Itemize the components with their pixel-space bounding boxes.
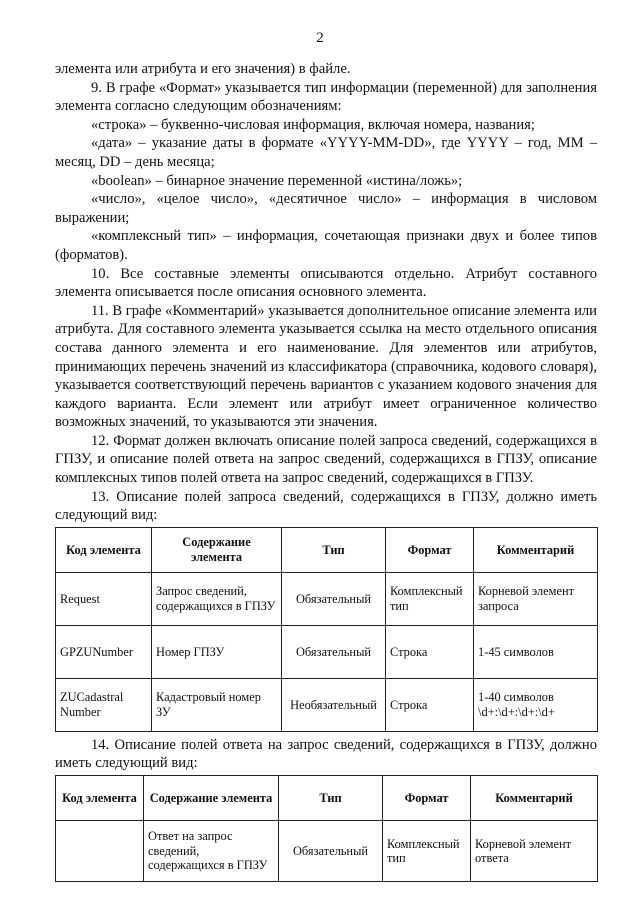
table-row — [56, 678, 598, 731]
header-code: Код элемента — [56, 527, 152, 572]
cell-comment: 1-40 символов \d+:\d+:\d+:\d+ — [474, 678, 598, 731]
format-number: «число», «целое число», «десятичное число» – информация в числовом выражении; — [55, 191, 597, 226]
paragraph-12: 12. Формат должен включать описание полей запроса сведений, содержащихся в ГПЗУ, и описание полей ответа на запрос сведений, содержащихся в ГПЗУ, описание комплексных типов полей ответа на запрос сведений, содержащихся в ГПЗУ. — [55, 432, 597, 487]
header-comment: Комментарий — [474, 527, 598, 572]
cell-content: Кадастровый номер ЗУ — [152, 678, 282, 731]
header-format: Формат — [386, 527, 474, 572]
cell-type: Обязательный — [282, 572, 386, 625]
format-date: «дата» – указание даты в формате «YYYY-MM-DD», где YYYY – год, MM – месяц, DD – день месяца; — [55, 135, 597, 170]
table-header-row — [56, 776, 598, 821]
cell-code: ZUCadastral Number — [56, 678, 152, 731]
cell-format: Строка — [386, 625, 474, 678]
table-header-row — [56, 527, 598, 572]
document-body — [55, 60, 597, 882]
format-string: «строка» – буквенно-числовая информация, включая номера, названия; — [91, 116, 535, 133]
cell-type: Обязательный — [279, 821, 383, 882]
paragraph-9: 9. В графе «Формат» указывается тип информации (переменной) для заполнения элемента согласно следующим обозначениям: — [55, 79, 597, 115]
paragraph-continuation: элемента или атрибута и его значения) в файле. — [55, 61, 351, 77]
page-number: 2 — [316, 30, 324, 46]
cell-comment: Корневой элемент запроса — [474, 572, 598, 625]
cell-format: Строка — [386, 678, 474, 731]
paragraph-13: 13. Описание полей запроса сведений, содержащихся в ГПЗУ, должно иметь следующий вид: — [55, 488, 597, 524]
request-fields-table — [55, 527, 598, 732]
format-boolean: «boolean» – бинарное значение переменной «истина/ложь»; — [91, 172, 463, 189]
header-comment: Комментарий — [471, 776, 598, 821]
table-row — [56, 572, 598, 625]
cell-type: Обязательный — [282, 625, 386, 678]
cell-format: Комплексный тип — [386, 572, 474, 625]
paragraph-10: 10. Все составные элементы описываются отдельно. Атрибут составного элемента описывается после описания основного элемента. — [55, 265, 597, 301]
header-type: Тип — [282, 527, 386, 572]
table-row — [56, 625, 598, 678]
paragraph-14: 14. Описание полей ответа на запрос сведений, содержащихся в ГПЗУ, должно иметь следующий вид: — [55, 736, 597, 772]
cell-code — [56, 821, 144, 882]
header-content: Содержание элемента — [144, 776, 279, 821]
cell-code: Request — [56, 572, 152, 625]
response-fields-table — [55, 775, 598, 882]
cell-format: Комплексный тип — [383, 821, 471, 882]
cell-content: Ответ на запрос сведений, содержащихся в ГПЗУ — [144, 821, 279, 882]
cell-comment: 1-45 символов — [474, 625, 598, 678]
table-row — [56, 821, 598, 882]
paragraph-11: 11. В графе «Комментарий» указывается дополнительное описание элемента или атрибута. Для составного элемента указывается ссылка на место отдельного описания состава данного элемента и его наименование. Для элементов или атрибутов, принимающих перечень значений из классификатора (справочника, кодового словаря), указывается соответствующий перечень вариантов с указанием кодового значения для каждого варианта. Если элемент или атрибут имеет ограниченное количество возможных значений, то указываются эти значения. — [55, 302, 597, 431]
header-content: Содержание элемента — [152, 527, 282, 572]
cell-content: Номер ГПЗУ — [152, 625, 282, 678]
cell-comment: Корневой элемент ответа — [471, 821, 598, 882]
header-code: Код элемента — [56, 776, 144, 821]
format-complex: «комплексный тип» – информация, сочетающая признаки двух и более типов (форматов). — [55, 228, 597, 263]
cell-code: GPZUNumber — [56, 625, 152, 678]
cell-content: Запрос сведений, содержащихся в ГПЗУ — [152, 572, 282, 625]
header-format: Формат — [383, 776, 471, 821]
cell-type: Необязательный — [282, 678, 386, 731]
header-type: Тип — [279, 776, 383, 821]
